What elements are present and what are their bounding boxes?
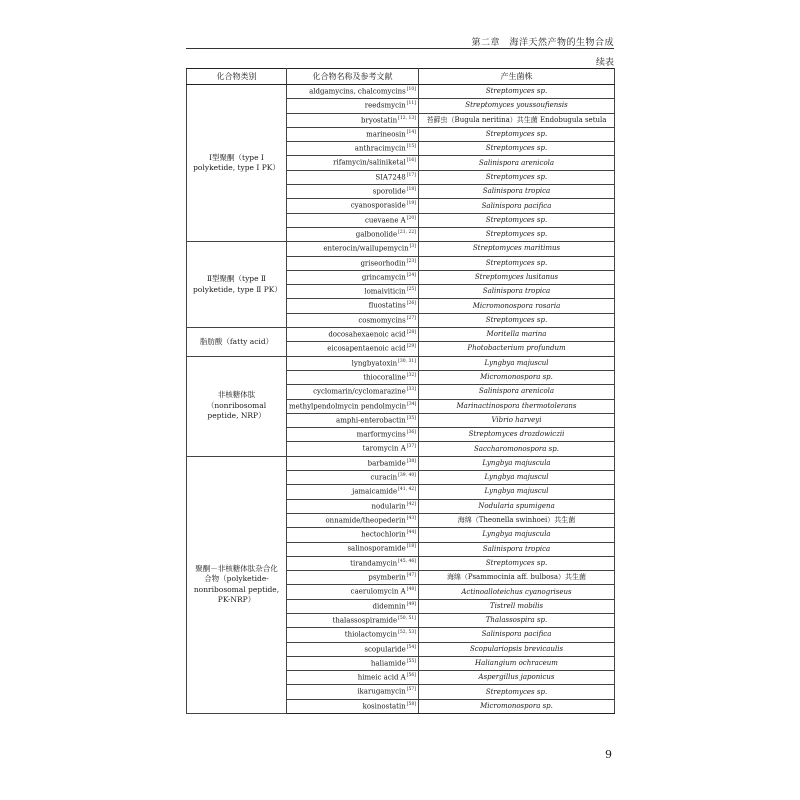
reference-marker: [44] — [406, 530, 416, 536]
column-header-strain: 产生菌株 — [419, 69, 615, 85]
strain-cell: Scopulariopsis brevicaulis — [419, 642, 615, 656]
strain-cell: Salinispora tropica — [419, 285, 615, 299]
reference-marker: [43] — [406, 515, 416, 521]
compound-name: hectochlorin — [361, 530, 406, 539]
strain-cell: Nodularia spumigena — [419, 499, 615, 513]
reference-marker: [15] — [406, 144, 416, 150]
strain-cell: Lyngbya majuscul — [419, 471, 615, 485]
compound-name: didemnin — [372, 602, 406, 610]
strain-cell: Salinispora tropica — [419, 542, 615, 556]
compound-cell — [287, 313, 419, 327]
strain-cell: Lyngbya majuscul — [419, 485, 615, 499]
reference-marker: [20] — [406, 215, 416, 221]
compound-cell — [287, 628, 419, 642]
reference-marker: [12, 13] — [398, 115, 416, 121]
table-header-row — [187, 69, 615, 85]
compound-name: taromycin A — [362, 444, 406, 453]
reference-marker: [52, 53] — [398, 630, 416, 636]
table-row — [187, 85, 615, 99]
strain-cell: Lyngbya majuscul — [419, 356, 615, 370]
reference-marker: [16] — [406, 158, 416, 164]
strain-cell: Streptomyces drozdowiczii — [419, 428, 615, 442]
compound-name: thiocoraline — [363, 373, 406, 382]
reference-marker: [32] — [406, 372, 416, 378]
strain-cell: Micromonospora rosaria — [419, 299, 615, 313]
compound-cell — [287, 413, 419, 427]
compound-name: eicosapentaenoic acid — [327, 344, 406, 353]
reference-marker: [49] — [406, 601, 416, 607]
compound-name: marineosin — [366, 130, 406, 139]
compound-name: fluostatins — [368, 301, 406, 310]
compound-cell — [287, 471, 419, 485]
compound-cell — [287, 356, 419, 370]
reference-marker: [24] — [406, 272, 416, 278]
compound-cell — [287, 370, 419, 384]
compound-name: aldgamycins, chalcomycins — [309, 87, 406, 96]
compound-cell — [287, 299, 419, 313]
reference-marker: [18] — [406, 544, 416, 550]
strain-cell: Streptomyces sp. — [419, 685, 615, 699]
compound-cell — [287, 656, 419, 670]
compound-name: kosinostatin — [362, 702, 406, 711]
compound-cell — [287, 142, 419, 156]
compound-name: rifamycin/saliniketal — [333, 158, 406, 167]
compound-cell — [287, 485, 419, 499]
compound-name: ikarugamycin — [357, 687, 406, 696]
reference-marker: [58] — [406, 701, 416, 707]
strain-cell: 苔藓虫（Bugula neritina）共生菌 Endobugula setula — [419, 113, 615, 127]
strain-cell: Lyngbya majuscula — [419, 456, 615, 470]
compound-cell — [287, 213, 419, 227]
continued-label: 续表 — [595, 58, 614, 68]
strain-cell: Streptomyces sp. — [419, 127, 615, 141]
strain-cell: Streptomyces lusitanus — [419, 270, 615, 284]
strain-cell: Marinactinospora thermotolerans — [419, 399, 615, 413]
reference-marker: [25] — [406, 287, 416, 293]
strain-cell: Streptomyces sp. — [419, 213, 615, 227]
strain-cell: Streptomyces sp. — [419, 142, 615, 156]
compound-cell — [287, 428, 419, 442]
reference-marker: [41, 42] — [398, 487, 416, 493]
compound-cell — [287, 599, 419, 613]
compound-name: bryostatin — [361, 115, 398, 124]
reference-marker: [28] — [406, 330, 416, 336]
reference-marker: [57] — [406, 687, 416, 693]
strain-cell: 海绵（Psammocinia aff. bulbosa）共生菌 — [419, 571, 615, 585]
compound-name: scopularide — [364, 644, 406, 653]
reference-marker: [56] — [406, 673, 416, 679]
compound-cell — [287, 227, 419, 241]
strain-cell: Streptomyces sp. — [419, 227, 615, 241]
strain-cell: Thalassospira sp. — [419, 613, 615, 627]
strain-cell: Streptomyces sp. — [419, 256, 615, 270]
compound-name: reedsmycin — [364, 101, 406, 110]
compound-name: psymberin — [368, 573, 406, 582]
compound-cell — [287, 699, 419, 713]
compound-cell — [287, 342, 419, 356]
compound-cell — [287, 113, 419, 127]
reference-marker: [37] — [406, 444, 416, 450]
reference-marker: [23] — [406, 258, 416, 264]
compound-name: thalassospiramide — [332, 616, 398, 625]
strain-cell: Salinispora arenicola — [419, 385, 615, 399]
strain-cell: Streptomyces maritimus — [419, 242, 615, 256]
compound-name: SIA7248 — [375, 173, 406, 182]
strain-cell: Lyngbya majuscula — [419, 528, 615, 542]
compound-name: enterocin/wailupemycin — [323, 244, 409, 253]
reference-marker: [38] — [406, 458, 416, 464]
strain-cell: Streptomyces sp. — [419, 313, 615, 327]
reference-marker: [26] — [406, 301, 416, 307]
compound-name: salinosporamide — [347, 544, 406, 553]
reference-marker: [3] — [409, 244, 416, 250]
reference-marker: [11] — [406, 101, 416, 107]
compound-name: amphi-enterobactin — [336, 416, 406, 425]
strain-cell: Streptomyces sp. — [419, 556, 615, 570]
compound-name: onnamide/theopederin — [325, 516, 406, 525]
compound-cell — [287, 556, 419, 570]
strain-cell: Streptomyces sp. — [419, 85, 615, 99]
compound-cell — [287, 242, 419, 256]
compound-cell — [287, 285, 419, 299]
compound-cell — [287, 685, 419, 699]
running-header: 第二章 海洋天然产物的生物合成 — [471, 38, 614, 48]
compound-name: nodularin — [371, 501, 406, 510]
reference-marker: [48] — [406, 587, 416, 593]
compound-name: caerulomycin A — [350, 587, 406, 596]
reference-marker: [21, 22] — [398, 229, 416, 235]
compound-cell — [287, 613, 419, 627]
reference-marker: [19] — [406, 201, 416, 207]
reference-marker: [34] — [407, 401, 417, 407]
strain-cell: Salinispora tropica — [419, 185, 615, 199]
header-rule — [186, 48, 614, 49]
reference-marker: [50, 51] — [398, 615, 416, 621]
compound-cell — [287, 99, 419, 113]
strain-cell: Salinispora pacifica — [419, 628, 615, 642]
category-cell: 非核糖体肽（nonribosomal peptide, NRP） — [187, 356, 287, 456]
table-row — [187, 356, 615, 370]
table-row — [187, 242, 615, 256]
category-cell: Ⅱ型聚酮（type Ⅱ polyketide, type Ⅱ PK） — [187, 242, 287, 328]
compound-cell — [287, 185, 419, 199]
strain-cell: Streptomyces sp. — [419, 170, 615, 184]
column-header-category: 化合物类别 — [187, 69, 287, 85]
compound-name: methylpendolmycin pendolmycin — [289, 401, 407, 410]
strain-cell: Salinispora arenicola — [419, 156, 615, 170]
compound-table — [186, 68, 615, 714]
compound-name: thiolactomycin — [344, 630, 398, 639]
compound-name: cyanosporaside — [350, 201, 406, 210]
compound-cell — [287, 542, 419, 556]
strain-cell: Moritella marina — [419, 328, 615, 342]
compound-name: lyngbyatoxin — [351, 358, 398, 367]
table-row — [187, 456, 615, 470]
compound-cell — [287, 199, 419, 213]
category-cell: 脂肪酸（fatty acid） — [187, 328, 287, 357]
compound-name: galbonolide — [355, 230, 398, 239]
reference-marker: [39, 40] — [398, 473, 416, 478]
reference-marker: [14] — [406, 129, 416, 135]
reference-marker: [27] — [406, 315, 416, 321]
compound-cell — [287, 513, 419, 527]
compound-name: tirandamycin — [350, 559, 398, 568]
compound-cell — [287, 328, 419, 342]
reference-marker: [30, 31] — [398, 358, 416, 364]
compound-name: cosmomycins — [358, 316, 406, 325]
strain-cell: Photobacterium profundum — [419, 342, 615, 356]
compound-cell — [287, 85, 419, 99]
compound-name: himeic acid A — [357, 673, 406, 682]
compound-name: jamaicamide — [352, 487, 398, 496]
compound-name: sporolide — [372, 187, 406, 196]
table-body — [187, 85, 615, 714]
compound-name: cyclomarin/cyclomarazine — [313, 387, 406, 396]
compound-name: barbamide — [367, 459, 406, 468]
column-header-compound: 化合物名称及参考文献 — [287, 69, 419, 85]
reference-marker: [33] — [406, 387, 416, 393]
compound-name: cuevaene A — [364, 215, 406, 224]
strain-cell: Micromonospora sp. — [419, 699, 615, 713]
reference-marker: [17] — [406, 172, 416, 178]
compound-name: curacin — [370, 473, 398, 482]
compound-name: docosahexaenoic acid — [328, 330, 406, 339]
reference-marker: [36] — [406, 430, 416, 436]
reference-marker: [29] — [406, 344, 416, 350]
reference-marker: [47] — [406, 573, 416, 579]
page-number: 9 — [605, 748, 612, 761]
compound-cell — [287, 671, 419, 685]
compound-name: haliamide — [370, 659, 406, 668]
strain-cell: Tistrell mobilis — [419, 599, 615, 613]
strain-cell: Micromonospora sp. — [419, 370, 615, 384]
compound-cell — [287, 456, 419, 470]
reference-marker: [55] — [406, 658, 416, 664]
table-row — [187, 328, 615, 342]
strain-cell: Saccharomonospora sp. — [419, 442, 615, 456]
compound-name: griseorhodin — [360, 258, 406, 267]
compound-cell — [287, 528, 419, 542]
category-cell: 聚酮－非核糖体肽杂合化合物（polyketide-nonribosomal peptide, PK-NRP） — [187, 456, 287, 713]
compound-cell — [287, 499, 419, 513]
compound-cell — [287, 256, 419, 270]
strain-cell: 海绵（Theonella swinhoei）共生菌 — [419, 513, 615, 527]
reference-marker: [10] — [406, 86, 416, 92]
reference-marker: [42] — [406, 501, 416, 507]
strain-cell: Streptomyces youssoufiensis — [419, 99, 615, 113]
compound-name: lomaiviticin — [364, 287, 406, 296]
compound-cell — [287, 156, 419, 170]
reference-marker: [45, 46] — [398, 558, 416, 564]
compound-cell — [287, 170, 419, 184]
compound-cell — [287, 642, 419, 656]
strain-cell: Salinispora pacifica — [419, 199, 615, 213]
strain-cell: Aspergillus japonicus — [419, 671, 615, 685]
compound-name: marformycins — [356, 430, 406, 439]
reference-marker: [35] — [406, 415, 416, 421]
compound-cell — [287, 127, 419, 141]
compound-cell — [287, 385, 419, 399]
compound-cell — [287, 442, 419, 456]
strain-cell: Vibrio harveyi — [419, 413, 615, 427]
compound-cell — [287, 585, 419, 599]
strain-cell: Actinoalloteichus cyanogriseus — [419, 585, 615, 599]
compound-cell — [287, 270, 419, 284]
compound-name: grincamycin — [361, 273, 406, 282]
compound-cell — [287, 571, 419, 585]
category-cell: Ⅰ型聚酮（type Ⅰ polyketide, type Ⅰ PK） — [187, 85, 287, 242]
reference-marker: [18] — [406, 187, 416, 193]
strain-cell: Haliangium ochraceum — [419, 656, 615, 670]
compound-cell — [287, 399, 419, 413]
reference-marker: [54] — [406, 644, 416, 650]
compound-name: anthracimycin — [354, 144, 406, 153]
